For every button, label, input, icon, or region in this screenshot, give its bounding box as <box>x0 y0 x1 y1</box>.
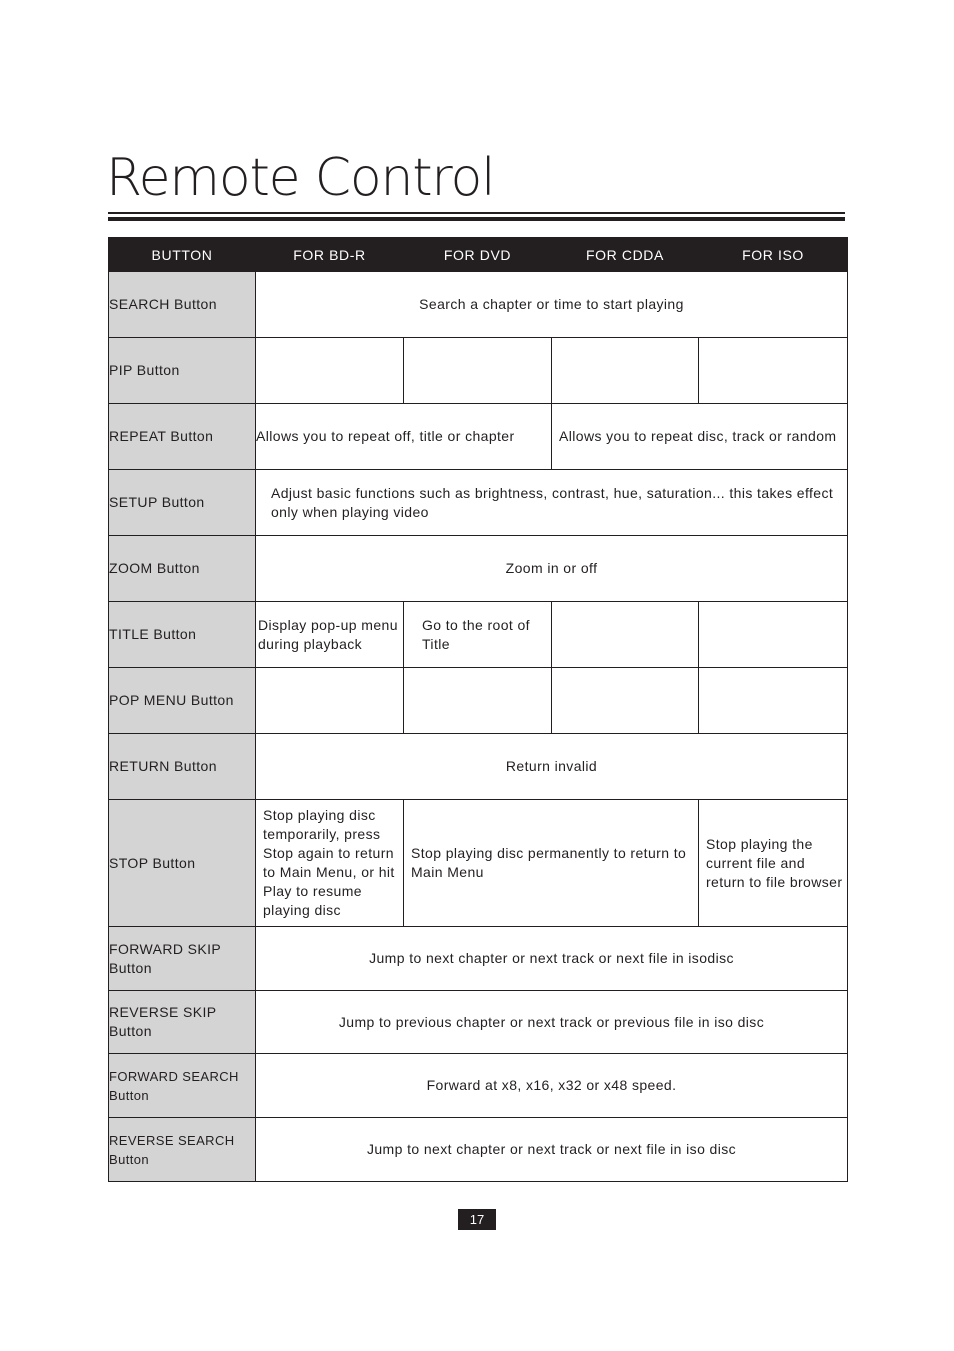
table-row-forward-search <box>109 1054 848 1118</box>
row-label-return: RETURN Button <box>109 734 256 800</box>
table-row-forward-skip <box>109 927 848 991</box>
repeat-cdda-iso-description: Allows you to repeat disc, track or random <box>552 404 848 470</box>
title-dvd-description: Go to the root of Title <box>404 602 552 668</box>
table-row-return <box>109 734 848 800</box>
row-label-forward-skip: FORWARD SKIP Button <box>109 927 256 991</box>
pip-dvd-cell <box>404 338 552 404</box>
stop-dvd-cdda-description: Stop playing disc permanently to return to Main Menu <box>404 800 699 927</box>
row-label-pop-menu: POP MENU Button <box>109 668 256 734</box>
return-description: Return invalid <box>256 734 848 800</box>
reverse-search-description: Jump to next chapter or next track or next file in iso disc <box>256 1118 848 1182</box>
table-row-search <box>109 272 848 338</box>
zoom-description: Zoom in or off <box>256 536 848 602</box>
row-label-reverse-skip: REVERSE SKIP Button <box>109 991 256 1054</box>
reverse-skip-description: Jump to previous chapter or next track or previous file in iso disc <box>256 991 848 1054</box>
pip-iso-cell <box>699 338 848 404</box>
table-row-reverse-skip <box>109 991 848 1054</box>
row-label-reverse-search: REVERSE SEARCH Button <box>109 1118 256 1182</box>
row-label-setup: SETUP Button <box>109 470 256 536</box>
row-label-search: SEARCH Button <box>109 272 256 338</box>
table-row-zoom <box>109 536 848 602</box>
row-label-forward-search: FORWARD SEARCH Button <box>109 1054 256 1118</box>
pip-bd-cell <box>256 338 404 404</box>
pop-menu-iso-cell <box>699 668 848 734</box>
title-rule-thin <box>108 212 845 214</box>
page-number: 17 <box>458 1209 496 1230</box>
table-row-repeat <box>109 404 848 470</box>
table-row-setup <box>109 470 848 536</box>
title-rule-thick <box>108 217 845 221</box>
row-label-title: TITLE Button <box>109 602 256 668</box>
table-header-row <box>109 238 848 272</box>
table-row-stop <box>109 800 848 927</box>
row-label-pip: PIP Button <box>109 338 256 404</box>
title-bd-description: Display pop-up menu during playback <box>256 602 404 668</box>
header-dvd: FOR DVD <box>404 238 552 272</box>
row-label-zoom: ZOOM Button <box>109 536 256 602</box>
forward-search-description: Forward at x8, x16, x32 or x48 speed. <box>256 1054 848 1118</box>
repeat-bd-dvd-description: Allows you to repeat off, title or chapter <box>256 404 552 470</box>
header-button: BUTTON <box>109 238 256 272</box>
search-description: Search a chapter or time to start playing <box>256 272 848 338</box>
title-cdda-cell <box>552 602 699 668</box>
header-iso: FOR ISO <box>699 238 848 272</box>
stop-bd-description: Stop playing disc temporarily, press Stop again to return to Main Menu, or hit Play to resume playing disc <box>256 800 404 927</box>
pip-cdda-cell <box>552 338 699 404</box>
setup-description: Adjust basic functions such as brightness, contrast, hue, saturation... this takes effect only when playing video <box>256 470 848 536</box>
table-row-title <box>109 602 848 668</box>
forward-skip-description: Jump to next chapter or next track or next file in isodisc <box>256 927 848 991</box>
row-label-repeat: REPEAT Button <box>109 404 256 470</box>
header-bd-r: FOR BD-R <box>256 238 404 272</box>
pop-menu-bd-cell <box>256 668 404 734</box>
page-title: Remote Control <box>106 148 495 208</box>
remote-control-table <box>108 237 848 1182</box>
pop-menu-cdda-cell <box>552 668 699 734</box>
table-row-pip <box>109 338 848 404</box>
table-row-reverse-search <box>109 1118 848 1182</box>
title-iso-cell <box>699 602 848 668</box>
header-cdda: FOR CDDA <box>552 238 699 272</box>
row-label-stop: STOP Button <box>109 800 256 927</box>
stop-iso-description: Stop playing the current file and return to file browser <box>699 800 848 927</box>
table-row-pop-menu <box>109 668 848 734</box>
pop-menu-dvd-cell <box>404 668 552 734</box>
